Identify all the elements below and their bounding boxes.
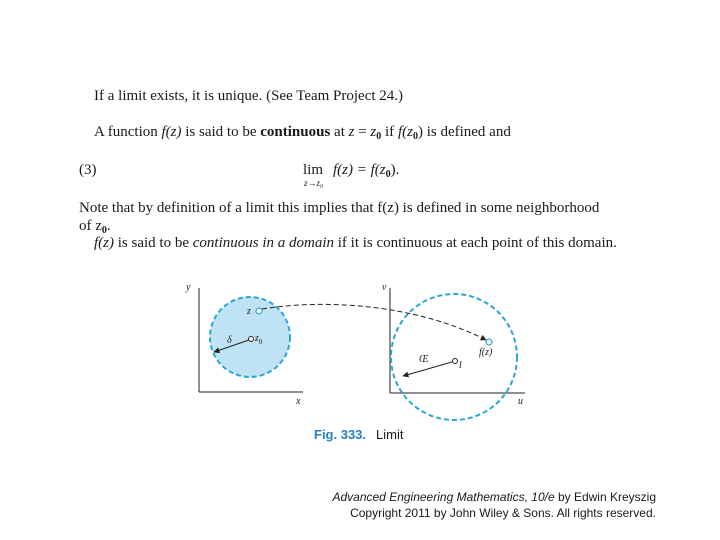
right-v-label: v [382, 282, 387, 293]
mapping-arrow [262, 304, 486, 340]
continuity-definition: A function f(z) is said to be continuous at $z = z_0$ if $f(z_0)$ is defined and [94, 124, 511, 142]
point-fz-label: f(z) [479, 347, 493, 358]
figure-caption: Fig. 333. Limit [314, 427, 404, 442]
point-z0-label: $z_0$ [255, 333, 263, 346]
point-l-label: l [459, 360, 462, 371]
equation-number: (3) [79, 162, 97, 178]
note-line-1: Note that by definition of a limit this implies that f(z) is defined in some neighborhood [79, 200, 600, 216]
limit-equation: lim z→z₀ $f(z) = f(z_0)$. [303, 162, 400, 188]
domain-continuity: f(z) is said to be continuous in a domain if it is continuous at each point of this domain. [94, 235, 617, 251]
point-z-label: z [247, 306, 251, 317]
note-line-2: of $z_0$. [79, 218, 111, 236]
right-u-label: u [518, 396, 523, 407]
left-x-label: x [296, 396, 301, 407]
credit-line-2: Copyright 2011 by John Wiley & Sons. All rights reserved. [350, 506, 656, 520]
epsilon-label: Œ [419, 354, 429, 365]
credit-line-1: Advanced Engineering Mathematics, 10/e by Edwin Kreyszig [332, 490, 656, 504]
point-l [453, 359, 458, 364]
delta-label: δ [227, 335, 232, 346]
uniqueness-statement: If a limit exists, it is unique. (See Team Project 24.) [94, 88, 404, 104]
point-z [256, 308, 262, 314]
point-z0 [249, 337, 254, 342]
epsilon-circle [391, 294, 517, 420]
point-fz [486, 339, 492, 345]
left-y-label: y [186, 282, 191, 293]
